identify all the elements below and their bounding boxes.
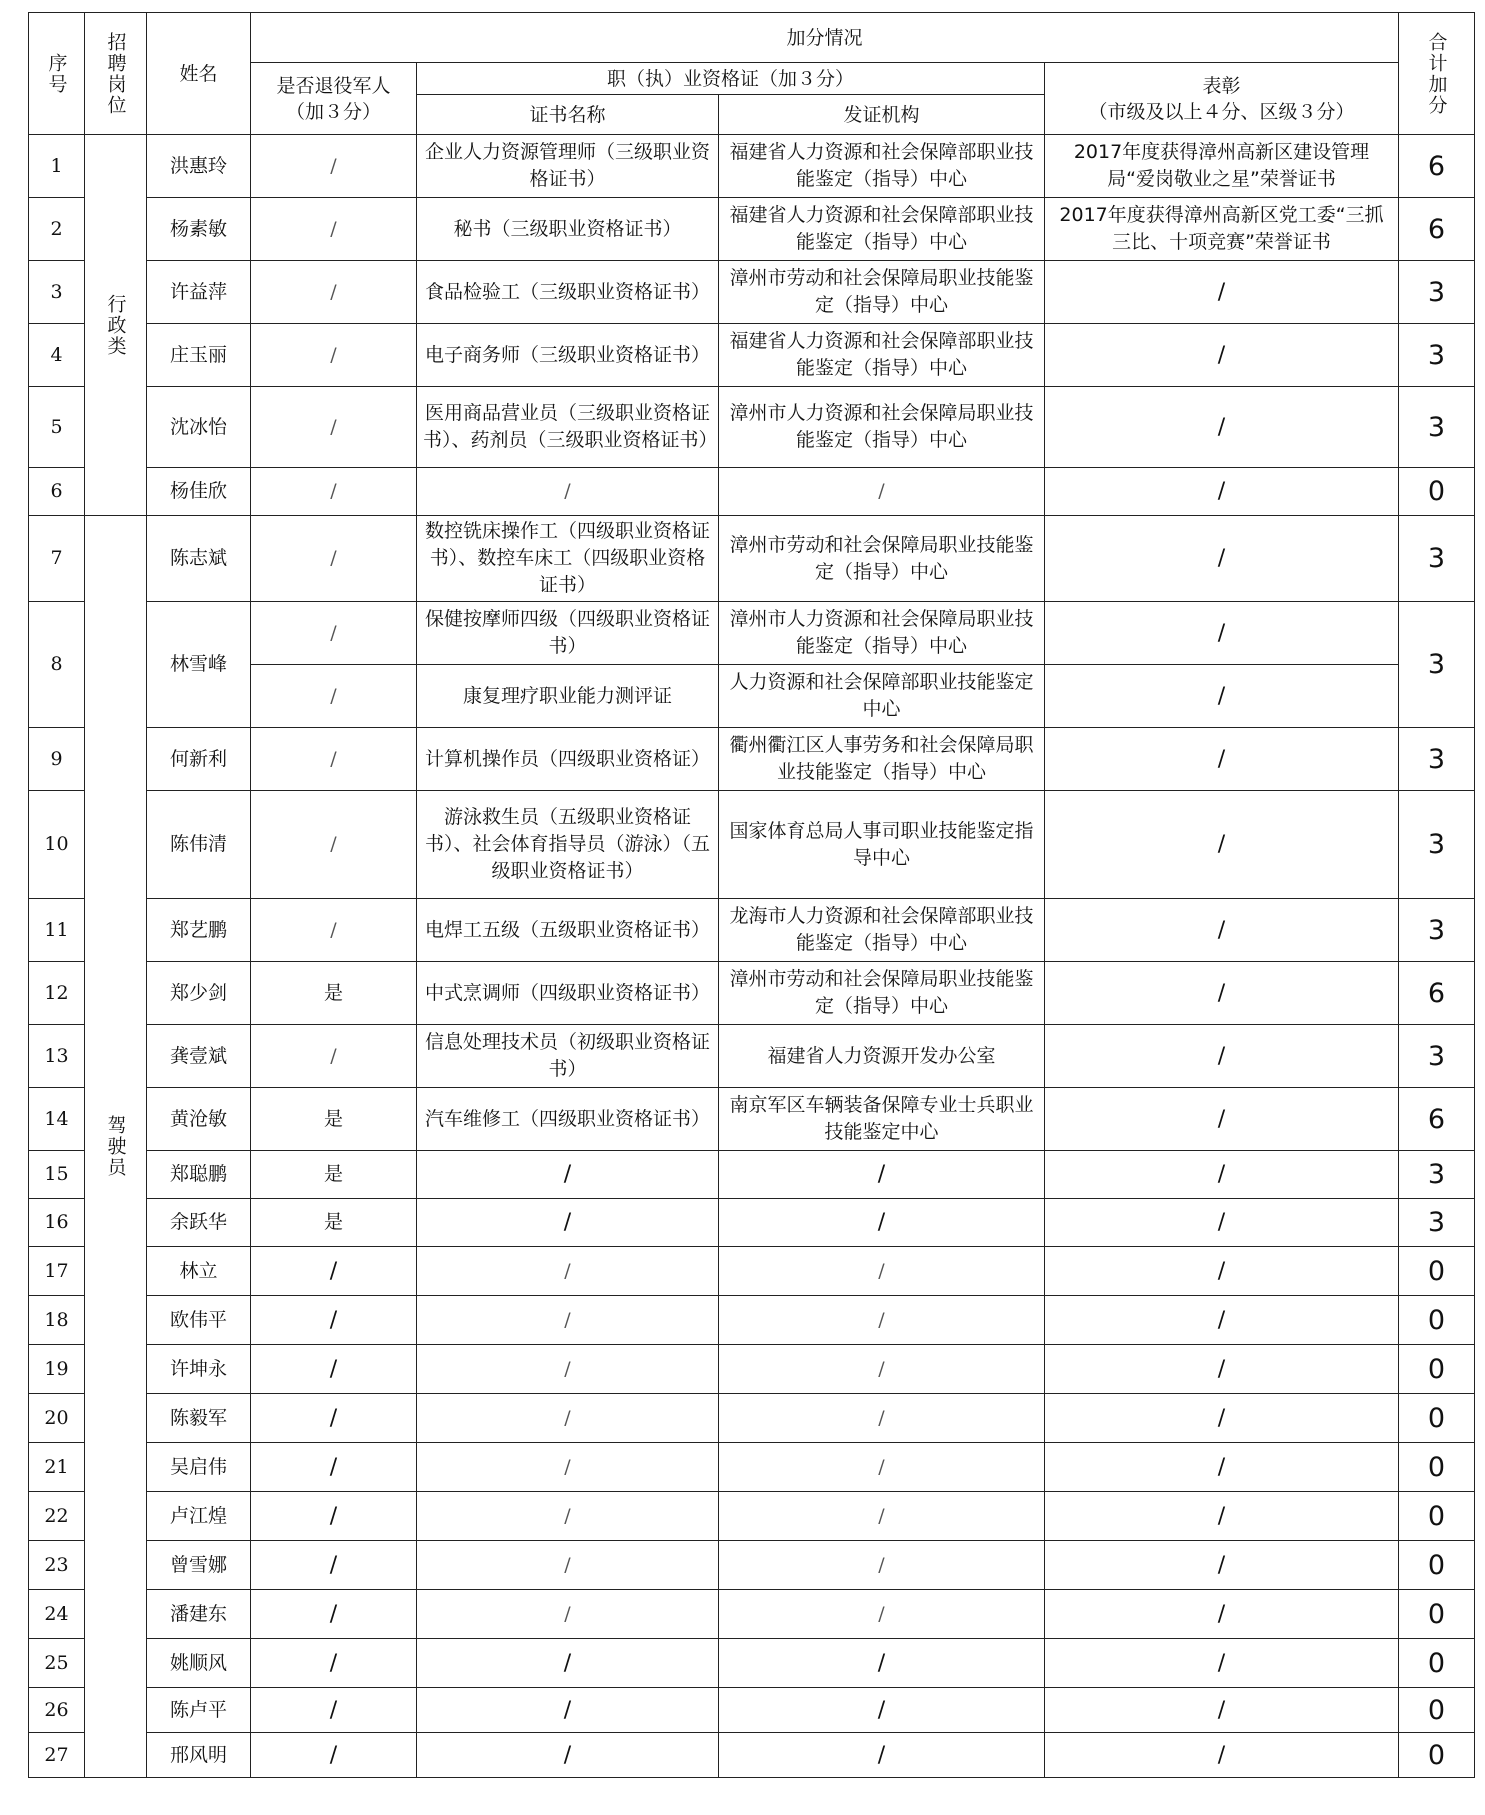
name-cell: 黄沧敏 [147, 1088, 251, 1151]
post-cell [85, 516, 147, 1778]
cert-name-cell: / [417, 1345, 719, 1394]
table-body [29, 135, 1475, 1778]
honor-cell: / [1045, 1688, 1399, 1733]
seq-cell: 26 [29, 1688, 85, 1733]
veteran-cell: / [251, 1492, 417, 1541]
total-cell: 0 [1399, 1247, 1475, 1296]
veteran-cell: / [251, 791, 417, 899]
honor-cell: / [1045, 1199, 1399, 1247]
table-row [29, 728, 1475, 791]
table-row [29, 1492, 1475, 1541]
table-row [29, 602, 1475, 665]
honor-cell: / [1045, 728, 1399, 791]
name-cell: 沈冰怡 [147, 387, 251, 468]
cert-issuer-cell: 衢州衢江区人事劳务和社会保障局职业技能鉴定（指导）中心 [719, 728, 1045, 791]
veteran-cell: 是 [251, 1199, 417, 1247]
honor-cell: / [1045, 1443, 1399, 1492]
header-veteran-line2: （加３分） [285, 100, 381, 123]
name-cell: 潘建东 [147, 1590, 251, 1639]
cert-issuer-cell: 漳州市劳动和社会保障局职业技能鉴定（指导）中心 [719, 261, 1045, 324]
veteran-cell: 是 [251, 1088, 417, 1151]
cert-name-cell: 游泳救生员（五级职业资格证书）、社会体育指导员（游泳）（五级职业资格证书） [417, 791, 719, 899]
cert-issuer-cell: / [719, 468, 1045, 516]
veteran-cell: / [251, 602, 417, 665]
cert-name-cell: 食品检验工（三级职业资格证书） [417, 261, 719, 324]
honor-cell: / [1045, 1639, 1399, 1688]
cert-issuer-cell: 人力资源和社会保障部职业技能鉴定中心 [719, 665, 1045, 728]
honor-cell: / [1045, 1296, 1399, 1345]
veteran-cell: / [251, 1394, 417, 1443]
bonus-points-table [28, 12, 1475, 1778]
seq-cell: 23 [29, 1541, 85, 1590]
honor-cell: / [1045, 1345, 1399, 1394]
veteran-cell: / [251, 516, 417, 602]
name-cell: 姚顺风 [147, 1639, 251, 1688]
cert-issuer-cell: / [719, 1199, 1045, 1247]
name-cell: 陈伟清 [147, 791, 251, 899]
header-seq: 序号 [29, 13, 85, 135]
veteran-cell: / [251, 1541, 417, 1590]
seq-cell: 8 [29, 602, 85, 728]
seq-cell: 17 [29, 1247, 85, 1296]
seq-cell: 21 [29, 1443, 85, 1492]
honor-cell: / [1045, 1733, 1399, 1778]
honor-cell: 2017年度获得漳州高新区建设管理局“爱岗敬业之星”荣誉证书 [1045, 135, 1399, 198]
honor-cell: / [1045, 387, 1399, 468]
name-cell: 庄玉丽 [147, 324, 251, 387]
name-cell: 吴启伟 [147, 1443, 251, 1492]
cert-name-cell: / [417, 1443, 719, 1492]
total-cell: 3 [1399, 1025, 1475, 1088]
total-cell: 3 [1399, 899, 1475, 962]
name-cell: 陈卢平 [147, 1688, 251, 1733]
cert-name-cell: / [417, 1688, 719, 1733]
honor-cell: / [1045, 1492, 1399, 1541]
table-row [29, 962, 1475, 1025]
seq-cell: 27 [29, 1733, 85, 1778]
total-cell: 6 [1399, 198, 1475, 261]
header-cert-name: 证书名称 [417, 95, 719, 135]
cert-issuer-cell: / [719, 1688, 1045, 1733]
honor-cell: / [1045, 468, 1399, 516]
name-cell: 龚壹斌 [147, 1025, 251, 1088]
total-cell: 0 [1399, 1296, 1475, 1345]
cert-name-cell: 信息处理技术员（初级职业资格证书） [417, 1025, 719, 1088]
name-cell: 许益萍 [147, 261, 251, 324]
seq-cell: 16 [29, 1199, 85, 1247]
seq-cell: 18 [29, 1296, 85, 1345]
seq-cell: 10 [29, 791, 85, 899]
total-cell: 6 [1399, 135, 1475, 198]
table-row [29, 1639, 1475, 1688]
veteran-cell: / [251, 135, 417, 198]
cert-name-cell: 医用商品营业员（三级职业资格证书）、药剂员（三级职业资格证书） [417, 387, 719, 468]
honor-cell: / [1045, 1151, 1399, 1199]
cert-issuer-cell: 漳州市劳动和社会保障局职业技能鉴定（指导）中心 [719, 962, 1045, 1025]
name-cell: 洪惠玲 [147, 135, 251, 198]
name-cell: 杨素敏 [147, 198, 251, 261]
header-total: 合计加分 [1399, 13, 1475, 135]
veteran-cell: / [251, 665, 417, 728]
header-honor [1045, 63, 1399, 135]
seq-cell: 4 [29, 324, 85, 387]
cert-name-cell: / [417, 1590, 719, 1639]
veteran-cell: / [251, 261, 417, 324]
cert-issuer-cell: 龙海市人力资源和社会保障部职业技能鉴定（指导）中心 [719, 899, 1045, 962]
table-row [29, 899, 1475, 962]
name-cell: 欧伟平 [147, 1296, 251, 1345]
table-row [29, 1590, 1475, 1639]
total-cell: 0 [1399, 1394, 1475, 1443]
honor-cell: / [1045, 1088, 1399, 1151]
table-row [29, 261, 1475, 324]
veteran-cell: 是 [251, 962, 417, 1025]
seq-cell: 14 [29, 1088, 85, 1151]
cert-name-cell: 保健按摩师四级（四级职业资格证书） [417, 602, 719, 665]
veteran-cell: / [251, 1443, 417, 1492]
table-row [29, 1443, 1475, 1492]
total-cell: 0 [1399, 1492, 1475, 1541]
seq-cell: 5 [29, 387, 85, 468]
total-cell: 0 [1399, 1733, 1475, 1778]
cert-name-cell: 中式烹调师（四级职业资格证书） [417, 962, 719, 1025]
name-cell: 林雪峰 [147, 602, 251, 728]
cert-issuer-cell: 漳州市人力资源和社会保障局职业技能鉴定（指导）中心 [719, 602, 1045, 665]
veteran-cell: 是 [251, 1151, 417, 1199]
name-cell: 郑艺鹏 [147, 899, 251, 962]
header-name: 姓名 [147, 13, 251, 135]
name-cell: 杨佳欣 [147, 468, 251, 516]
total-cell: 6 [1399, 1088, 1475, 1151]
table-row [29, 516, 1475, 602]
total-cell: 3 [1399, 728, 1475, 791]
cert-issuer-cell: / [719, 1394, 1045, 1443]
cert-issuer-cell: / [719, 1541, 1045, 1590]
total-cell: 3 [1399, 791, 1475, 899]
honor-cell: / [1045, 516, 1399, 602]
cert-name-cell: / [417, 1492, 719, 1541]
name-cell: 郑少剑 [147, 962, 251, 1025]
veteran-cell: / [251, 1688, 417, 1733]
post-label: 驾驶员 [104, 1115, 127, 1178]
header-veteran [251, 63, 417, 135]
veteran-cell: / [251, 1247, 417, 1296]
header-honor-line2: （市级及以上４分、区级３分） [1088, 100, 1355, 123]
honor-cell: / [1045, 602, 1399, 665]
cert-issuer-cell: / [719, 1492, 1045, 1541]
veteran-cell: / [251, 1025, 417, 1088]
table-row [29, 387, 1475, 468]
total-cell: 0 [1399, 1541, 1475, 1590]
name-cell: 卢江煌 [147, 1492, 251, 1541]
cert-issuer-cell: / [719, 1639, 1045, 1688]
honor-cell: / [1045, 1590, 1399, 1639]
seq-cell: 1 [29, 135, 85, 198]
veteran-cell: / [251, 468, 417, 516]
total-cell: 0 [1399, 1590, 1475, 1639]
name-cell: 曾雪娜 [147, 1541, 251, 1590]
seq-cell: 22 [29, 1492, 85, 1541]
cert-name-cell: / [417, 1394, 719, 1443]
total-cell: 3 [1399, 516, 1475, 602]
total-cell: 0 [1399, 1345, 1475, 1394]
cert-name-cell: / [417, 1151, 719, 1199]
cert-issuer-cell: / [719, 1151, 1045, 1199]
seq-cell: 15 [29, 1151, 85, 1199]
table-row [29, 1688, 1475, 1733]
seq-cell: 3 [29, 261, 85, 324]
seq-cell: 9 [29, 728, 85, 791]
total-cell: 3 [1399, 324, 1475, 387]
table-row [29, 324, 1475, 387]
cert-name-cell: / [417, 1733, 719, 1778]
cert-issuer-cell: / [719, 1345, 1045, 1394]
seq-cell: 12 [29, 962, 85, 1025]
total-cell: 3 [1399, 1151, 1475, 1199]
header-honor-line1: 表彰 [1202, 74, 1241, 97]
table-row [29, 791, 1475, 899]
table-row [29, 1394, 1475, 1443]
post-label: 行政类 [104, 293, 127, 357]
post-cell [85, 135, 147, 516]
honor-cell: / [1045, 791, 1399, 899]
cert-name-cell: / [417, 1541, 719, 1590]
veteran-cell: / [251, 899, 417, 962]
veteran-cell: / [251, 1733, 417, 1778]
seq-cell: 24 [29, 1590, 85, 1639]
cert-name-cell: 汽车维修工（四级职业资格证书） [417, 1088, 719, 1151]
total-cell: 0 [1399, 1639, 1475, 1688]
veteran-cell: / [251, 1590, 417, 1639]
cert-issuer-cell: / [719, 1247, 1045, 1296]
cert-issuer-cell: 福建省人力资源和社会保障部职业技能鉴定（指导）中心 [719, 198, 1045, 261]
honor-cell: / [1045, 324, 1399, 387]
cert-name-cell: 秘书（三级职业资格证书） [417, 198, 719, 261]
cert-name-cell: / [417, 1296, 719, 1345]
table-row [29, 1199, 1475, 1247]
cert-issuer-cell: 福建省人力资源和社会保障部职业技能鉴定（指导）中心 [719, 324, 1045, 387]
cert-issuer-cell: 漳州市人力资源和社会保障局职业技能鉴定（指导）中心 [719, 387, 1045, 468]
name-cell: 余跃华 [147, 1199, 251, 1247]
cert-name-cell: / [417, 1247, 719, 1296]
seq-cell: 25 [29, 1639, 85, 1688]
veteran-cell: / [251, 1296, 417, 1345]
table-row [29, 1151, 1475, 1199]
table-row [29, 1025, 1475, 1088]
cert-issuer-cell: / [719, 1733, 1045, 1778]
cert-name-cell: 电焊工五级（五级职业资格证书） [417, 899, 719, 962]
cert-issuer-cell: / [719, 1443, 1045, 1492]
table-row [29, 1296, 1475, 1345]
table-row [29, 1088, 1475, 1151]
seq-cell: 11 [29, 899, 85, 962]
name-cell: 陈志斌 [147, 516, 251, 602]
cert-issuer-cell: 福建省人力资源和社会保障部职业技能鉴定（指导）中心 [719, 135, 1045, 198]
total-cell: 3 [1399, 387, 1475, 468]
honor-cell: / [1045, 1394, 1399, 1443]
cert-name-cell: 计算机操作员（四级职业资格证） [417, 728, 719, 791]
total-cell: 0 [1399, 468, 1475, 516]
honor-cell: / [1045, 1025, 1399, 1088]
total-cell: 3 [1399, 261, 1475, 324]
cert-issuer-cell: 南京军区车辆装备保障专业士兵职业技能鉴定中心 [719, 1088, 1045, 1151]
table-row [29, 1345, 1475, 1394]
table-row [29, 468, 1475, 516]
cert-name-cell: 数控铣床操作工（四级职业资格证书）、数控车床工（四级职业资格证书） [417, 516, 719, 602]
header-bonus-group: 加分情况 [251, 13, 1399, 63]
table-row [29, 1247, 1475, 1296]
name-cell: 林立 [147, 1247, 251, 1296]
total-cell: 0 [1399, 1443, 1475, 1492]
honor-cell: / [1045, 899, 1399, 962]
cert-name-cell: 康复理疗职业能力测评证 [417, 665, 719, 728]
name-cell: 许坤永 [147, 1345, 251, 1394]
cert-name-cell: 电子商务师（三级职业资格证书） [417, 324, 719, 387]
veteran-cell: / [251, 387, 417, 468]
seq-cell: 19 [29, 1345, 85, 1394]
table-row [29, 1733, 1475, 1778]
cert-issuer-cell: / [719, 1296, 1045, 1345]
seq-cell: 13 [29, 1025, 85, 1088]
table-row [29, 1541, 1475, 1590]
honor-cell: / [1045, 261, 1399, 324]
cert-name-cell: / [417, 1199, 719, 1247]
header-cert-group: 职（执）业资格证（加３分） [417, 63, 1045, 95]
seq-cell: 6 [29, 468, 85, 516]
name-cell: 何新利 [147, 728, 251, 791]
cert-name-cell: 企业人力资源管理师（三级职业资格证书） [417, 135, 719, 198]
table-row [29, 135, 1475, 198]
seq-cell: 20 [29, 1394, 85, 1443]
header-post: 招聘岗位 [85, 13, 147, 135]
cert-name-cell: / [417, 1639, 719, 1688]
veteran-cell: / [251, 198, 417, 261]
name-cell: 邢风明 [147, 1733, 251, 1778]
veteran-cell: / [251, 1639, 417, 1688]
honor-cell: / [1045, 1247, 1399, 1296]
name-cell: 陈毅军 [147, 1394, 251, 1443]
cert-issuer-cell: 国家体育总局人事司职业技能鉴定指导中心 [719, 791, 1045, 899]
total-cell: 3 [1399, 1199, 1475, 1247]
header-veteran-line1: 是否退役军人 [276, 74, 391, 97]
seq-cell: 7 [29, 516, 85, 602]
total-cell: 6 [1399, 962, 1475, 1025]
veteran-cell: / [251, 324, 417, 387]
cert-issuer-cell: 福建省人力资源开发办公室 [719, 1025, 1045, 1088]
honor-cell: / [1045, 1541, 1399, 1590]
veteran-cell: / [251, 728, 417, 791]
honor-cell: / [1045, 962, 1399, 1025]
header-cert-issuer: 发证机构 [719, 95, 1045, 135]
seq-cell: 2 [29, 198, 85, 261]
honor-cell: / [1045, 665, 1399, 728]
honor-cell: 2017年度获得漳州高新区党工委“三抓三比、十项竞赛”荣誉证书 [1045, 198, 1399, 261]
cert-issuer-cell: / [719, 1590, 1045, 1639]
name-cell: 郑聪鹏 [147, 1151, 251, 1199]
cert-issuer-cell: 漳州市劳动和社会保障局职业技能鉴定（指导）中心 [719, 516, 1045, 602]
total-cell: 0 [1399, 1688, 1475, 1733]
veteran-cell: / [251, 1345, 417, 1394]
cert-name-cell: / [417, 468, 719, 516]
table-row [29, 198, 1475, 261]
total-cell: 3 [1399, 602, 1475, 728]
